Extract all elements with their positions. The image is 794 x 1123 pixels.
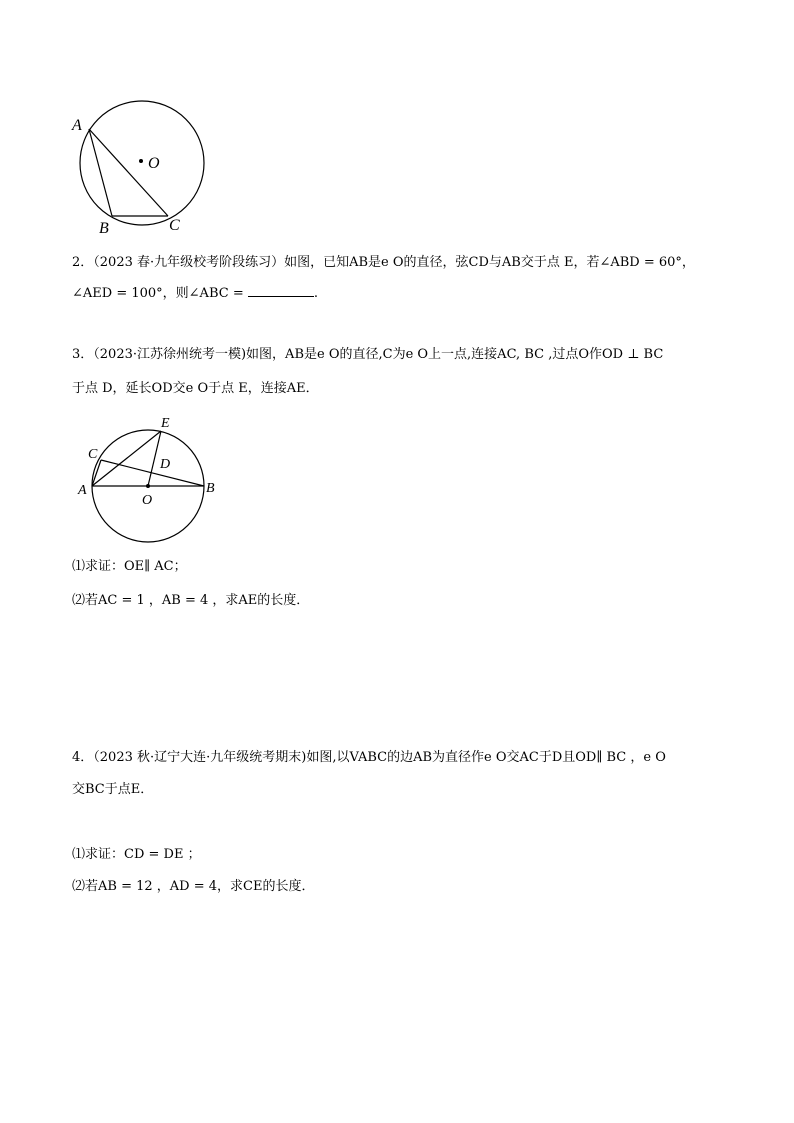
- q3-line-2: 于点 D，延长OD交e O于点 E，连接AE．: [72, 381, 319, 396]
- q4-line-1: 4．（2023 秋·辽宁大连·九年级统考期末)如图,以VABC的边AB为直径作e O交AC于D且OD∥ BC ，e O: [72, 750, 666, 765]
- chord-bc: [101, 460, 204, 486]
- label-b: B: [206, 481, 215, 496]
- q3-subquestion-2: ⑵若AC = 1 ，AB = 4 ，求AE的长度．: [72, 593, 310, 608]
- label-a: A: [72, 117, 82, 134]
- q2-line-2-text: ∠AED = 100°，则∠ABC =: [72, 286, 248, 301]
- segment-ae: [92, 431, 161, 486]
- center-point-o: [146, 484, 150, 488]
- q4-subquestion-2: ⑵若AB = 12 ，AD = 4，求CE的长度．: [72, 879, 315, 894]
- q2-line-1: 2．（2023 春·九年级校考阶段练习）如图，已知AB是e O的直径，弦CD与AB交于点 E，若∠ABD = 60°，: [72, 255, 695, 270]
- q4-line-2: 交BC于点E．: [72, 782, 154, 797]
- label-o: O: [142, 493, 153, 508]
- center-point-o: [139, 159, 143, 163]
- q2-line-2-end: .: [313, 286, 318, 301]
- figure-1-svg: [64, 92, 214, 237]
- figure-circle-diameter-ab: [74, 412, 224, 547]
- label-e: E: [161, 416, 170, 431]
- figure-3-svg: [74, 412, 224, 547]
- label-a: A: [78, 483, 87, 498]
- q3-subquestion-1: ⑴求证：OE∥ AC；: [72, 559, 187, 574]
- figure-circle-triangle-abc: [64, 92, 214, 237]
- label-d: D: [160, 457, 171, 472]
- label-c: C: [169, 217, 180, 234]
- q2-answer-blank: [248, 284, 314, 297]
- q2-line-2: [72, 284, 318, 303]
- label-b: B: [99, 220, 109, 237]
- q4-subquestion-1: ⑴求证：CD = DE ；: [72, 847, 201, 862]
- q3-line-1: 3．（2023·江苏徐州统考一模)如图，AB是e O的直径,C为e O上一点,连接AC, BC ,过点O作OD ⊥ BC: [72, 347, 664, 362]
- label-o: O: [148, 155, 160, 172]
- label-c: C: [88, 447, 98, 462]
